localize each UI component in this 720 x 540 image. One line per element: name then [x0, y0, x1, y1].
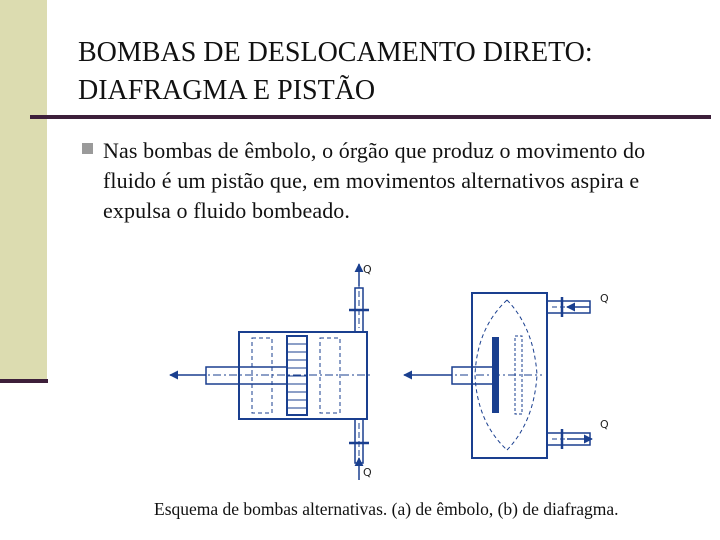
diaphragm-bottom-q-label: Q	[600, 418, 609, 431]
diaphragm-top-q-label: Q	[600, 292, 609, 305]
pump-diagram-figure	[122, 258, 652, 540]
figure-caption: Esquema de bombas alternativas. (a) de êmbolo, (b) de diafragma.	[154, 499, 619, 519]
diaphragm-rod	[452, 367, 497, 384]
piston-bottom-q-label: Q	[363, 466, 372, 479]
title-divider	[30, 115, 711, 119]
bullet-item	[78, 136, 678, 226]
sidebar-accent-rule	[0, 379, 48, 383]
pump-schematic	[122, 258, 652, 498]
title-line-1: BOMBAS DE DESLOCAMENTO DIRETO:	[78, 37, 593, 68]
piston-pump-drawing	[197, 282, 372, 470]
bullet-square-icon	[82, 143, 93, 154]
slide-title	[78, 34, 698, 110]
piston-top-q-label: Q	[363, 263, 372, 276]
title-line-2: DIAFRAGMA E PISTÃO	[78, 75, 376, 106]
diaphragm-plate	[492, 337, 499, 413]
bullet-text: Nas bombas de êmbolo, o órgão que produz o movimento do fluido é um pistão que, em movimentos alternativos aspira e expulsa o fluido bombeado.	[103, 138, 646, 223]
sidebar-accent	[0, 0, 47, 382]
